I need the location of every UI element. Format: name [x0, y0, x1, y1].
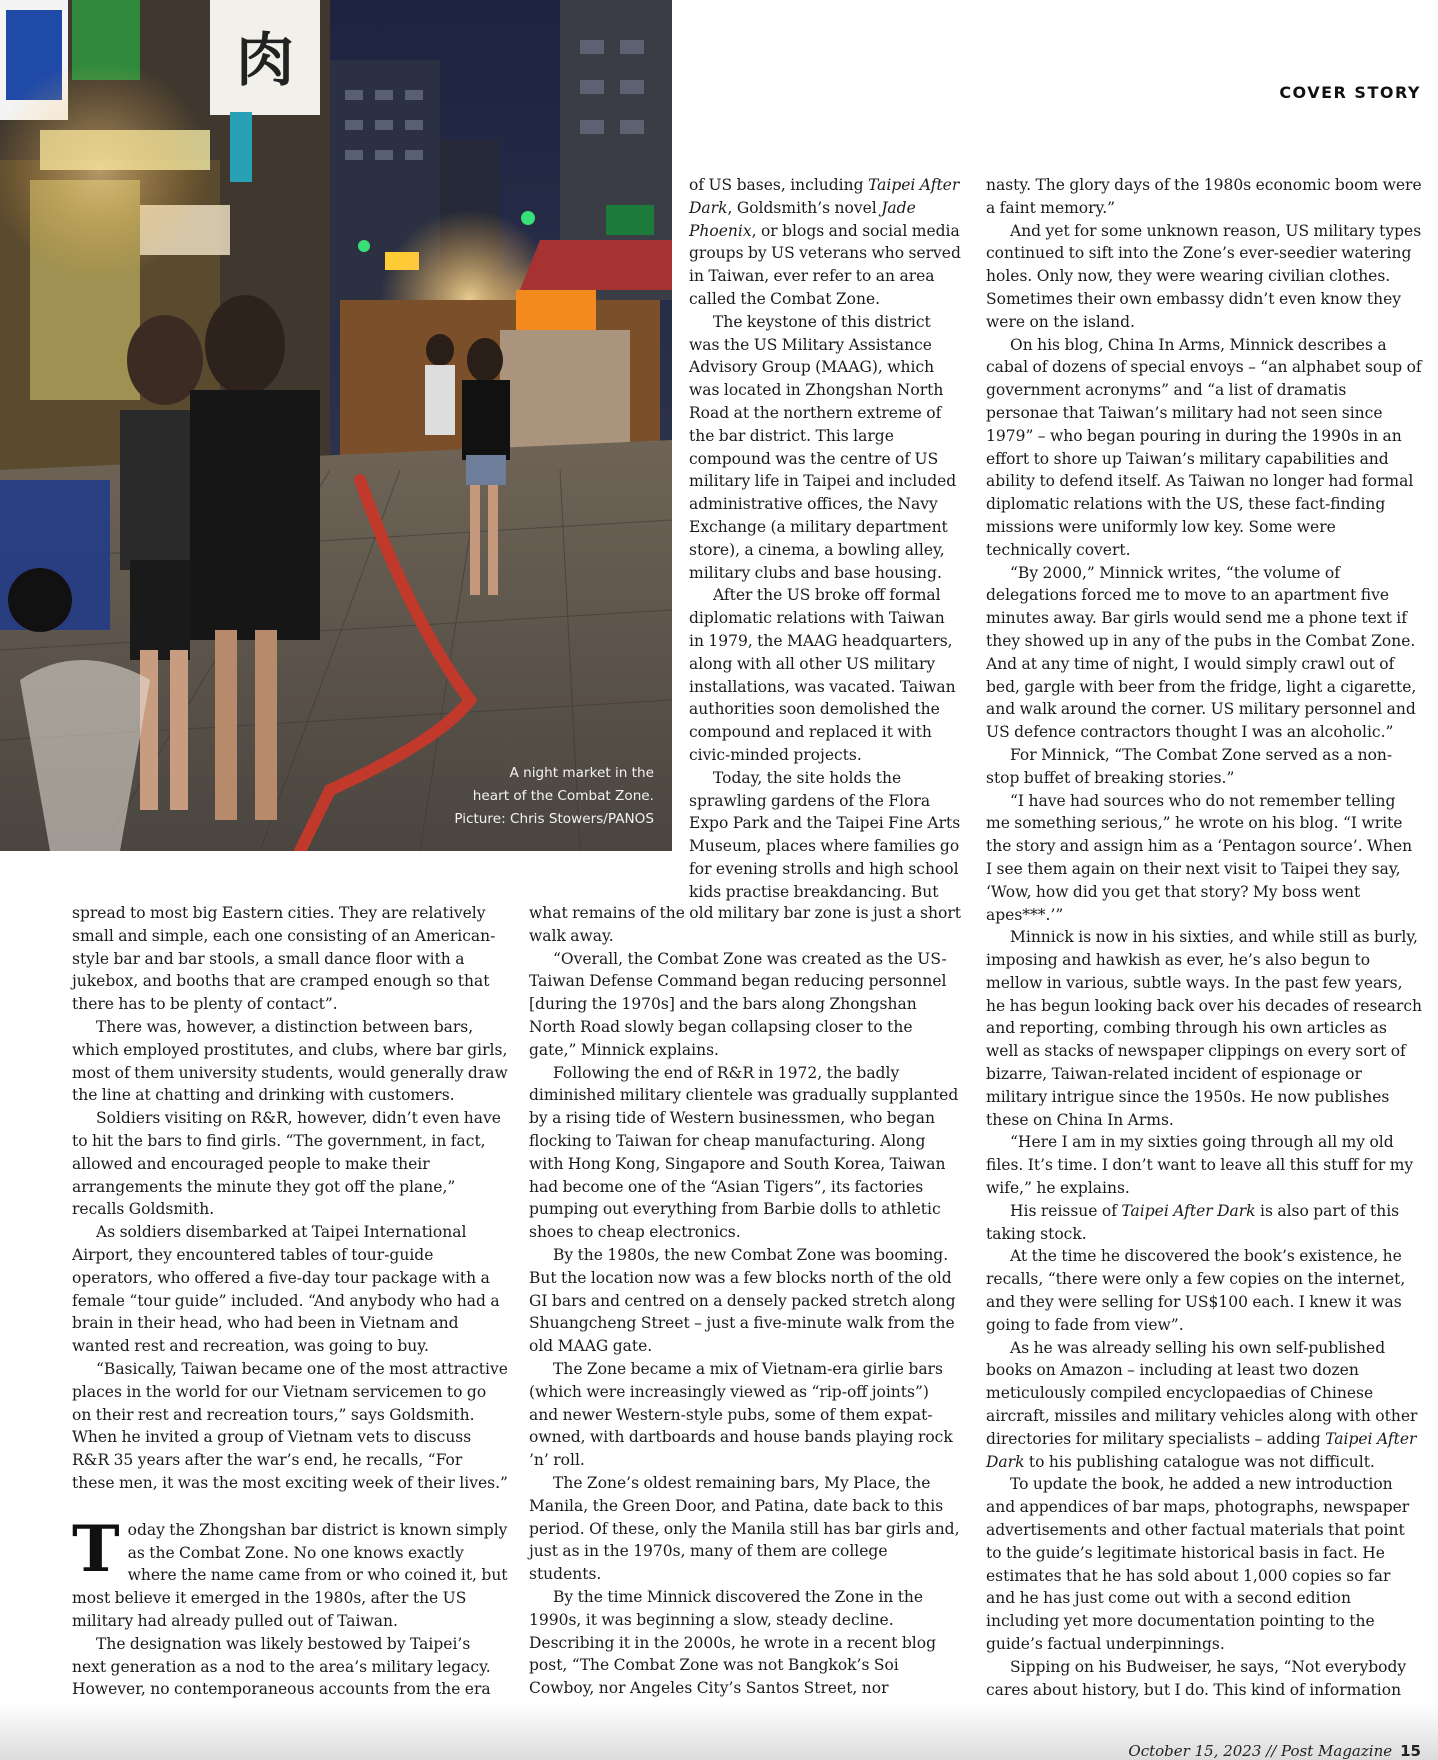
- drop-cap-letter: T: [72, 1511, 120, 1587]
- paragraph: As soldiers disembarked at Taipei International Airport, they encountered tables of tour-guide operators, who offered a five-day tour package with a female “tour guide” included. “And anybody who had a brain in their head, who had been in Vietnam and wanted rest and recreation, was going to buy.: [72, 1223, 500, 1356]
- paragraph: “Overall, the Combat Zone was created as the US-Taiwan Defense Command began reducing personnel [during the 1970s] and the bars along Zhongshan North Road slowly began collapsing closer to the gate,” Minnick explains.: [529, 949, 947, 1059]
- paragraph: [986, 1337, 1422, 1474]
- paragraph: The Zone became a mix of Vietnam-era girlie bars (which were increasingly viewed as “rip-off joints”) and newer Western-style pubs, some of them expat-owned, with dartboards and house bands playing rock ’n’ roll.: [529, 1359, 953, 1470]
- paragraph: Today, the site holds the sprawling gardens of the Flora Expo Park and the Taipei Fine Arts Museum, places where families go for evening strolls and high school kids practise breakdancing. But: [689, 768, 961, 901]
- text-run: His reissue of: [1010, 1201, 1122, 1220]
- paragraph: The Zone’s oldest remaining bars, My Place, the Manila, the Green Door, and Patina, date back to this period. Of these, only the Manila still has bar girls and, just as in the 1970s, many of them are college students.: [529, 1473, 960, 1584]
- section-label: COVER STORY: [1279, 83, 1421, 102]
- paragraph: And yet for some unknown reason, US military types continued to sift into the Zone’s ever-seedier watering holes. Only now, they were wearing civilian clothes. Sometimes their own embassy didn’t even know they were on the island.: [986, 221, 1422, 331]
- paragraph: nasty. The glory days of the 1980s economic boom were a faint memory.”: [986, 176, 1422, 217]
- paragraph: Minnick is now in his sixties, and while still as burly, imposing and hawkish as ever, he’s also begun to mellow in various, subtle ways. In the past few years, he has begun looking back over his decades of research and reporting, combing through his own articles as well as stacks of newspaper clippings on every sort of bizarre, Taiwan-related incident of espionage or military intrigue since the 1950s. He now publishes these on China In Arms.: [986, 928, 1422, 1129]
- column-1-continuation: [72, 1633, 508, 1701]
- caption-line: A night market in the: [509, 765, 654, 781]
- paragraph: Soldiers visiting on R&R, however, didn’t even have to hit the bars to find girls. “The government, in fact, allowed and encouraged people to make their arrangements the minute they got off the plane,” recalls Goldsmith.: [72, 1109, 501, 1219]
- paragraph: After the US broke off formal diplomatic relations with Taiwan in 1979, the MAAG headquarters, along with all other US military installations, was vacated. Taiwan authorities soon demolished the compound and replaced it with civic-minded projects.: [689, 586, 956, 764]
- book-title: Taipei After Dark: [1121, 1201, 1256, 1220]
- article-column-1: [72, 902, 508, 1701]
- paragraph: [689, 174, 961, 311]
- paragraph: For Minnick, “The Combat Zone served as a non-stop buffet of breaking stories.”: [986, 745, 1393, 787]
- paragraph: what remains of the old military bar zone is just a short walk away.: [529, 904, 961, 945]
- dropcap-paragraph-text: oday the Zhongshan bar district is known simply as the Combat Zone. No one knows exactly where the name came from or who coined it, but most believe it emerged in the 1980s, after the US military had already pulled out of Taiwan.: [72, 1520, 508, 1630]
- paragraph: By the 1980s, the new Combat Zone was booming. But the location now was a few blocks north of the old GI bars and centred on a densely packed stretch along Shuangcheng Street – just a five-minute walk from the old MAAG gate.: [529, 1245, 956, 1356]
- paragraph: “Basically, Taiwan became one of the most attractive places in the world for our Vietnam servicemen to go on their rest and recreation tours,” says Goldsmith. When he invited a group of Vietnam vets to discuss R&R 35 years after the war’s end, he recalls, “For these men, it was the most exciting week of their lives.”: [72, 1359, 508, 1492]
- issue-date: October 15, 2023 // Post Magazine: [1128, 1742, 1393, 1760]
- article-column-2-top: [689, 174, 961, 904]
- paragraph: “By 2000,” Minnick writes, “the volume of delegations forced me to move to an apartment five minutes away. Bar girls would send me a phone text if they showed up in any of the pubs in the Combat Zone. And at any time of night, I would simply crawl out of bed, gargle with beer from the fridge, light a cigarette, and walk around the corner. US military personnel and US defence contractors thought I was an alcoholic.”: [986, 563, 1417, 742]
- photo-caption: [454, 762, 654, 831]
- paragraph: “I have had sources who do not remember telling me something serious,” he wrote on his blog. “I write the story and assign him as a ‘Pentagon source’. When I see them again on their next visit to Taipei they say, ‘Wow, how did you get that story? My boss went apes***.’”: [986, 791, 1413, 924]
- paragraph: By the time Minnick discovered the Zone in the 1990s, it was beginning a slow, steady decline. Describing it in the 2000s, he wrote in a recent blog post, “The Combat Zone was not Bangkok’s Soi Cowboy, nor Angeles City’s Santos Street, nor: [529, 1587, 937, 1698]
- paragraph: On his blog, China In Arms, Minnick describes a cabal of dozens of special envoys – “an alphabet soup of government acronyms” and “a list of dramatis personae that Taiwan’s military had not seen since 1979” – who began pouring in during the 1990s in an effort to shore up Taiwan’s military capabilities and ability to defend itself. As Taiwan no longer had formal diplomatic relations with the US, these fact-finding missions were uniformly low key. Some were technically covert.: [986, 335, 1422, 559]
- page-number: 15: [1400, 1742, 1421, 1760]
- paragraph: Following the end of R&R in 1972, the badly diminished military clientele was gradually supplanted by a rising tide of Western businessmen, who began flocking to Taiwan for cheap manufacturing. Along with Hong Kong, Singapore and South Korea, Taiwan had become one of the “Asian Tigers”, its factories pumping out everything from Barbie dolls to athletic shoes to cheap electronics.: [529, 1063, 959, 1242]
- paragraph: To update the book, he added a new introduction and appendices of bar maps, photographs, newspaper advertisements and other factual materials that point to the guide’s legitimate historical basis in fact. He estimates that he has sold about 1,000 copies so far and he has just come out with a second edition including yet more documentation pointing to the guide’s factual underpinnings.: [986, 1475, 1410, 1653]
- folio: [1128, 1742, 1421, 1760]
- caption-line: heart of the Combat Zone.: [472, 788, 654, 804]
- paragraph: spread to most big Eastern cities. They are relatively small and simple, each one consisting of an American-style bar and bar stools, a small dance floor with a jukebox, and booths that are cramped enough so that there has to be plenty of contact”.: [72, 904, 496, 1014]
- text-run: As he was already selling his own self-published books on Amazon – including at least two dozen meticulously compiled encyclopaedias of Chinese aircraft, missiles and military vehicles along with other directories for military specialists – adding: [986, 1338, 1418, 1448]
- text-run: to his publishing catalogue was not difficult.: [1024, 1452, 1375, 1471]
- text-run: , or blogs and social media groups by US veterans who served in Taiwan, ever refer to an area called the Combat Zone.: [689, 221, 961, 308]
- column-1-body: [72, 902, 508, 1495]
- book-title: Jade Phoenix: [689, 198, 916, 240]
- article-column-3: [986, 174, 1422, 1747]
- text-run: is also part of this taking stock.: [986, 1201, 1400, 1243]
- paragraph: At the time he discovered the book’s existence, he recalls, “there were only a few copies on the internet, and they were selling for US$100 each. I knew it was going to fade from view”.: [986, 1247, 1406, 1334]
- caption-credit: Picture: Chris Stowers/PANOS: [454, 811, 654, 827]
- cover-photo: [0, 0, 672, 851]
- text-run: of US bases, including: [689, 176, 868, 194]
- paragraph: [986, 1200, 1422, 1246]
- dropcap-paragraph: [72, 1511, 508, 1633]
- shop-sign-text: 肉: [235, 26, 295, 94]
- paragraph: The keystone of this district was the US Military Assistance Advisory Group (MAAG), which was located in Zhongshan North Road at the northern extreme of the bar district. This large compound was the centre of US military life in Taipei and included administrative offices, the Navy Exchange (a military department store), a cinema, a bowling alley, military clubs and base housing.: [689, 312, 957, 582]
- text-run: , Goldsmith’s novel: [727, 198, 882, 217]
- paragraph: Sipping on his Budweiser, he says, “Not everybody cares about history, but I do. This kind of information: [986, 1656, 1422, 1747]
- paragraph: The designation was likely bestowed by Taipei’s next generation as a nod to the area’s military legacy. However, no contemporaneous accounts from the era: [72, 1634, 491, 1699]
- paragraph: There was, however, a distinction between bars, which employed prostitutes, and clubs, where bar girls, most of them university students, would generally draw the line at chatting and drinking with customers.: [72, 1017, 508, 1105]
- book-title: Taipei After Dark: [689, 176, 960, 217]
- night-market-illustration: [0, 0, 672, 851]
- book-title: Taipei After Dark: [986, 1429, 1417, 1471]
- article-column-2-bottom: [529, 902, 961, 1745]
- section-break: [72, 1495, 508, 1519]
- paragraph: “Here I am in my sixties going through all my old files. It’s time. I don’t want to leave all this stuff for my wife,” he explains.: [986, 1133, 1414, 1198]
